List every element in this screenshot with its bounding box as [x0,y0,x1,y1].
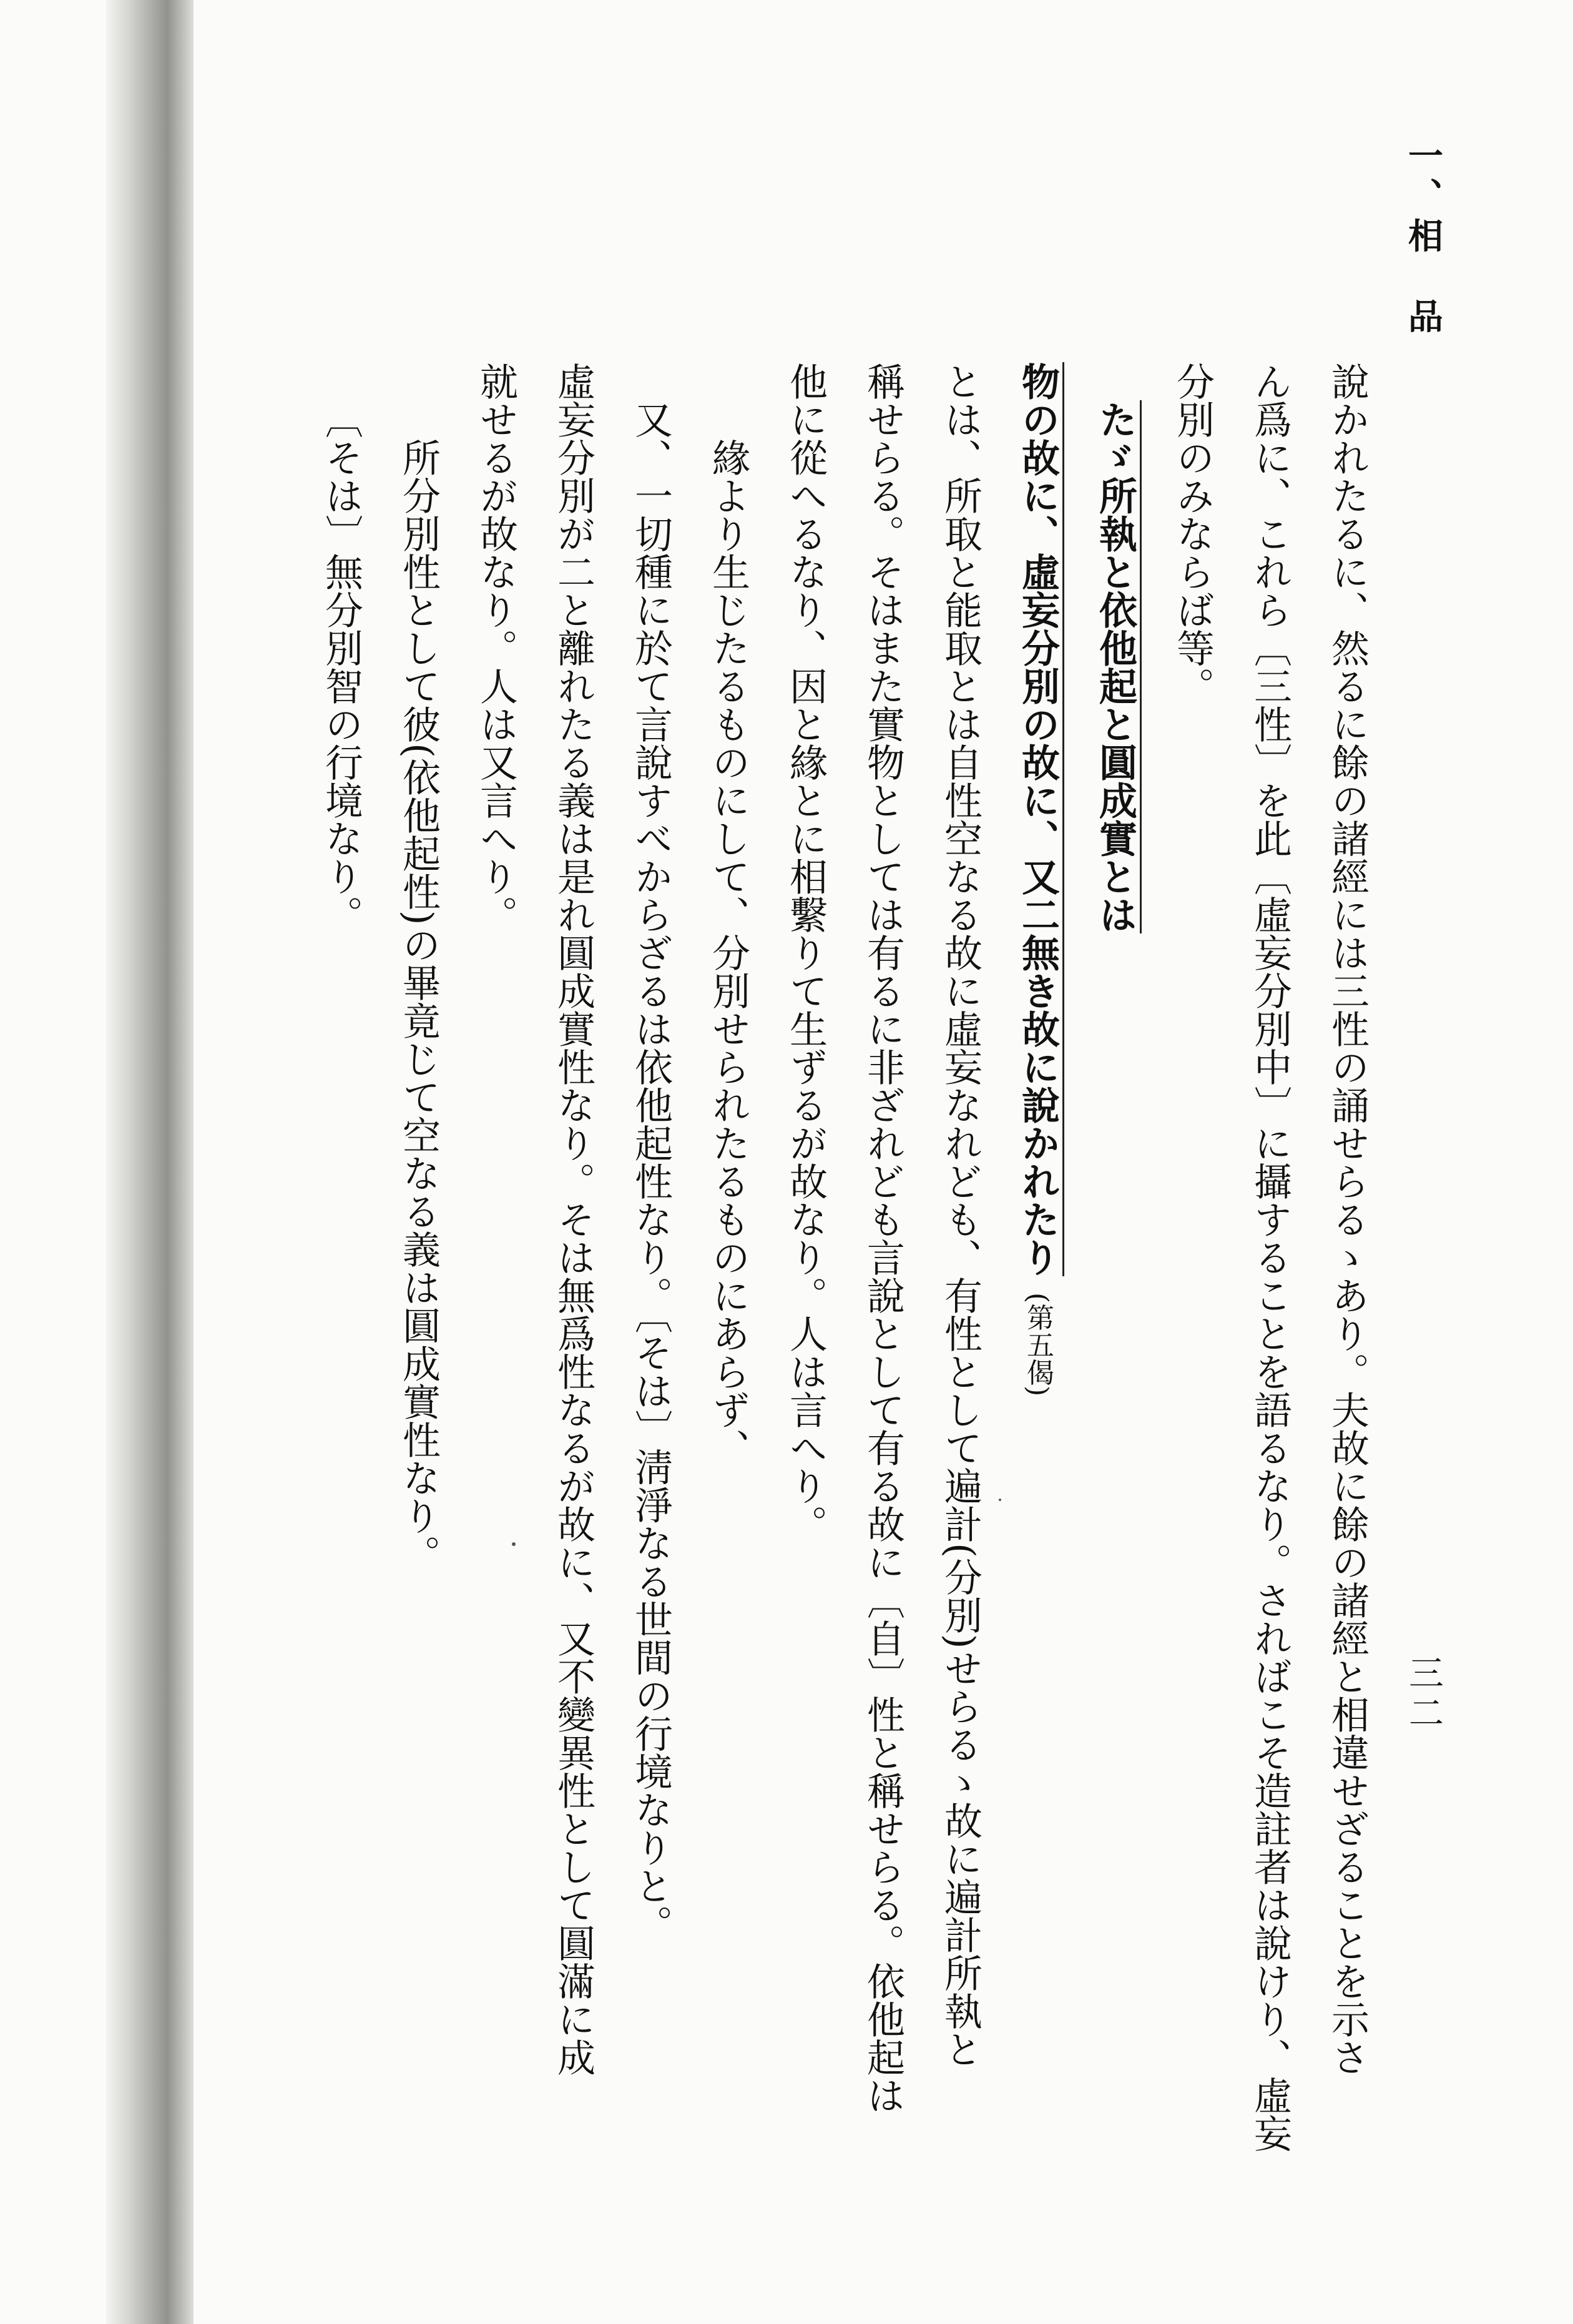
text-line: 分別のみならば等。 [1170,362,1215,705]
scan-speck [512,1542,516,1546]
quoted-verse-line: 所分別性として彼(依他起性)の畢竟じて空なる義は圓成實性なり。 [396,438,441,1573]
verse-line [1076,362,1154,2173]
quoted-verse-line: 〔そは〕無分別智の行境なり。 [319,400,363,933]
quoted-verse-line: 又、一切種に於て言說すべからざるは依他起性なり。〔そは〕淸淨なる世間の行境なりと。 [629,400,673,1943]
page-number: 三二 [1403,1655,1444,1735]
page-binding-shadow [106,0,194,2324]
verse-number-note: (第五偈) [1022,1292,1054,1397]
text-line: 稱せらる。そはまた實物としては有るに非ざれども言說として有る故に〔自〕性と稱せらる。依他起は [861,362,905,2114]
scan-speck [999,1499,1001,1501]
verse-text: たゞ所執と依他起と圓成實とは [1093,400,1142,933]
running-header [1398,137,1448,2023]
text-line: ん爲に、これら〔三性〕を此〔虛妄分別中〕に攝することを語るなり。さればこそ造註者は說けり、虛妄 [1248,362,1292,2152]
quoted-verse-line: 緣より生じたるものにして、分別せられたるものにあらず、 [706,438,750,1467]
text-line: 他に從へるなり、因と緣とに相繫りて生ずるが故なり。人は言へり。 [783,362,828,1543]
text-line: 虛妄分別が二と離れたる義は是れ圓成實性なり。そは無爲性なるが故に、又不變異性として圓滿に成 [551,362,595,2076]
verse-text: 物の故に、虛妄分別の故に、又二無き故に說かれたり [1016,362,1064,1276]
body-text [200,362,1386,2173]
chapter-title: 一、相 品 [1403,137,1444,338]
text-line: 就せるが故なり。人は又言へり。 [474,362,518,933]
verse-line [999,362,1076,2173]
text-line: 說かれたるに、然るに餘の諸經には三性の誦せらるゝあり。夫故に餘の諸經と相違せざることを示さ [1325,362,1370,2076]
text-line: とは、所取と能取とは自性空なる故に虛妄なれども、有性として遍計(分別)せらるゝ故に遍計所執と [938,362,983,2068]
